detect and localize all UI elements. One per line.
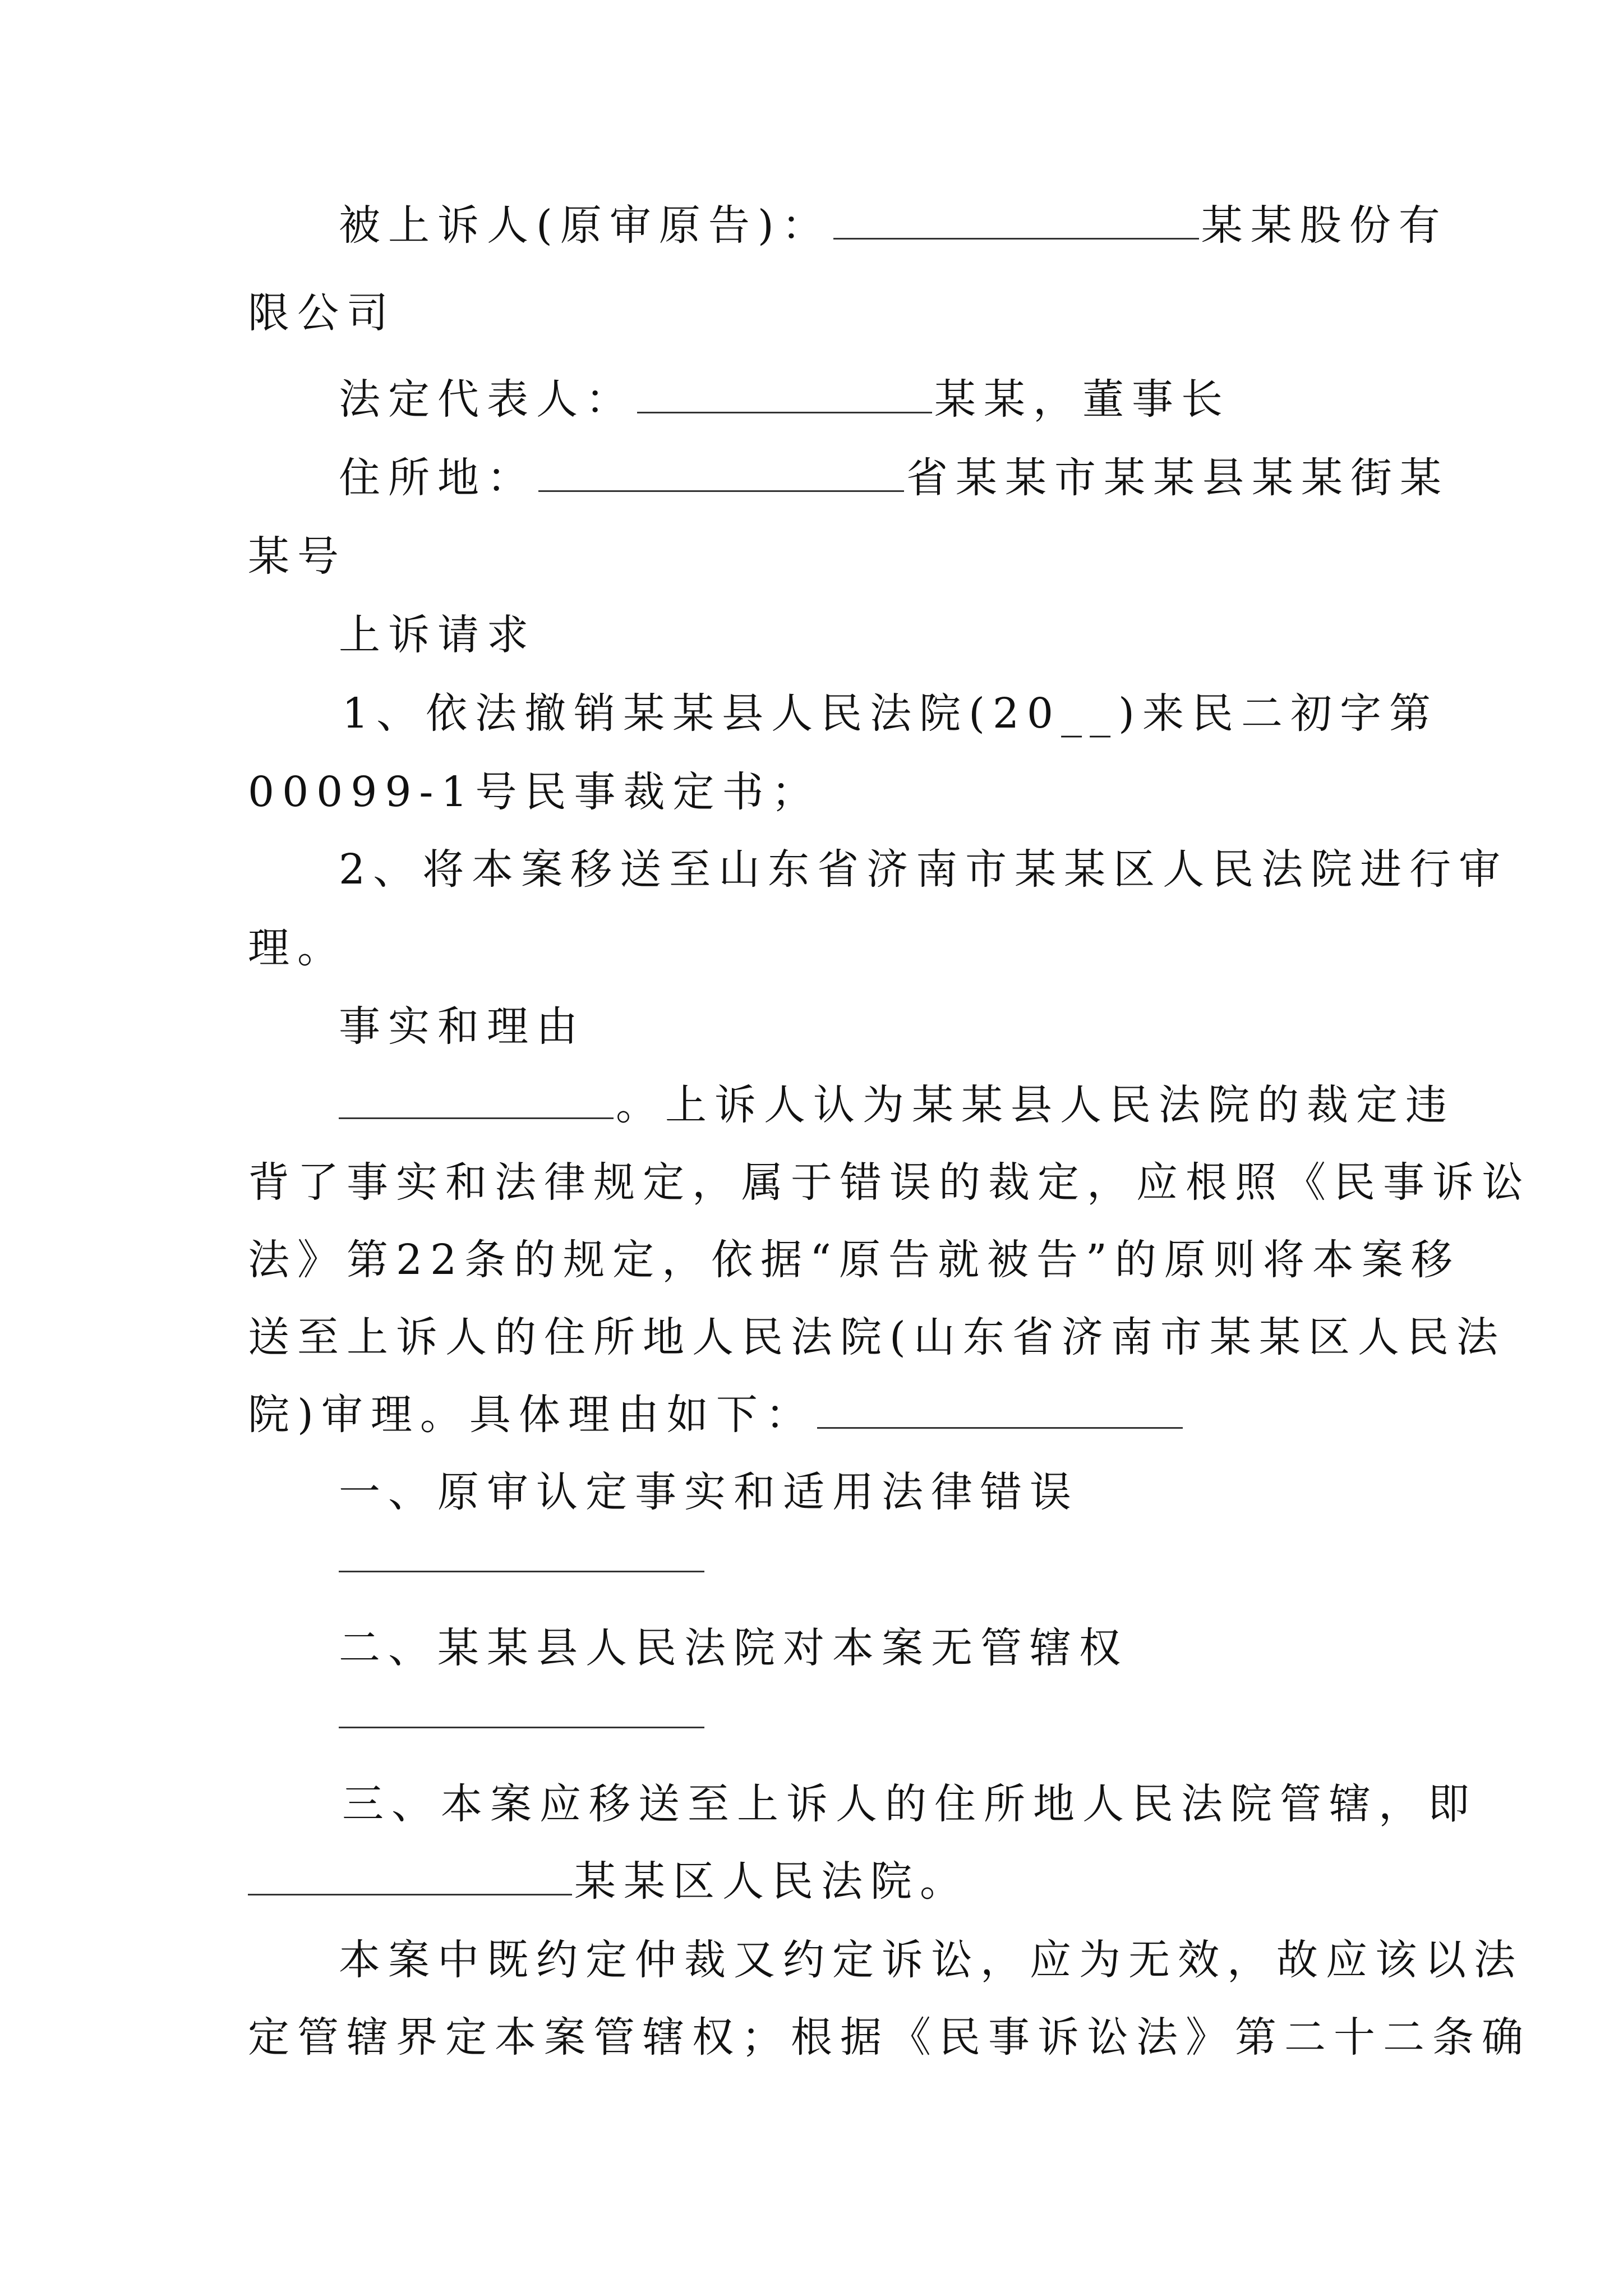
facts-text-1: 。上诉人认为某某县人民法院的裁定违 — [616, 1081, 1455, 1129]
facts-text-5: 院)审理。具体理由如下： — [248, 1391, 815, 1439]
request-item-2: 2、将本案移送至山东省济南市某某区人民法院进行审 — [339, 845, 1509, 894]
point-2-blank — [339, 1727, 704, 1728]
facts-para-line-4: 送至上诉人的住所地人民法院(山东省济南市某某区人民法 — [248, 1313, 1506, 1361]
appellee-blank — [833, 199, 1199, 240]
point-3: 三、本案应移送至上诉人的住所地人民法院管辖，即 — [342, 1780, 1477, 1828]
address-value: 省某某市某某县某某街某 — [906, 454, 1449, 502]
point-3-blank — [248, 1855, 572, 1895]
conclusion-line-2: 定管辖界定本案管辖权；根据《民事诉讼法》第二十二条确 — [248, 2013, 1531, 2062]
address-line — [339, 450, 1449, 506]
address-blank — [538, 451, 904, 492]
facts-para-line-5 — [248, 1387, 1185, 1443]
facts-para-line-2: 背了事实和法律规定，属于错误的裁定，应根照《民事诉讼 — [248, 1158, 1531, 1207]
facts-reason-blank — [817, 1388, 1183, 1429]
request-heading: 上诉请求 — [339, 611, 536, 659]
request-item-1-continued: 00099-1号民事裁定书； — [248, 768, 821, 816]
point-3-continued — [248, 1853, 969, 1910]
facts-blank — [339, 1078, 614, 1119]
rep-label: 法定代表人： — [339, 375, 635, 424]
rep-value: 某某，董事长 — [934, 375, 1230, 424]
rep-blank — [637, 372, 932, 413]
appellee-name: 某某股份有 — [1201, 201, 1448, 250]
conclusion-line-1: 本案中既约定仲裁又约定诉讼，应为无效，故应该以法 — [339, 1936, 1523, 1984]
facts-para-line-1 — [339, 1077, 1455, 1133]
rep-line — [339, 371, 1230, 427]
appellee-label: 被上诉人(原审原告)： — [339, 201, 831, 250]
facts-heading: 事实和理由 — [339, 1002, 585, 1051]
point-2: 二、某某县人民法院对本案无管辖权 — [339, 1624, 1128, 1672]
address-label: 住所地： — [339, 454, 536, 502]
appellee-name-continued: 限公司 — [248, 289, 396, 337]
point-3-text: 某某区人民法院。 — [574, 1857, 969, 1906]
appellee-line — [339, 197, 1448, 254]
request-item-1: 1、依法撤销某某县人民法院(20__)来民二初字第 — [342, 689, 1438, 738]
point-1: 一、原审认定事实和适用法律错误 — [339, 1468, 1079, 1516]
address-continued: 某号 — [248, 532, 347, 581]
point-1-blank — [339, 1571, 704, 1572]
facts-para-line-3: 法》第22条的规定，依据“原告就被告”的原则将本案移 — [248, 1236, 1460, 1284]
request-item-2-continued: 理。 — [248, 924, 347, 972]
